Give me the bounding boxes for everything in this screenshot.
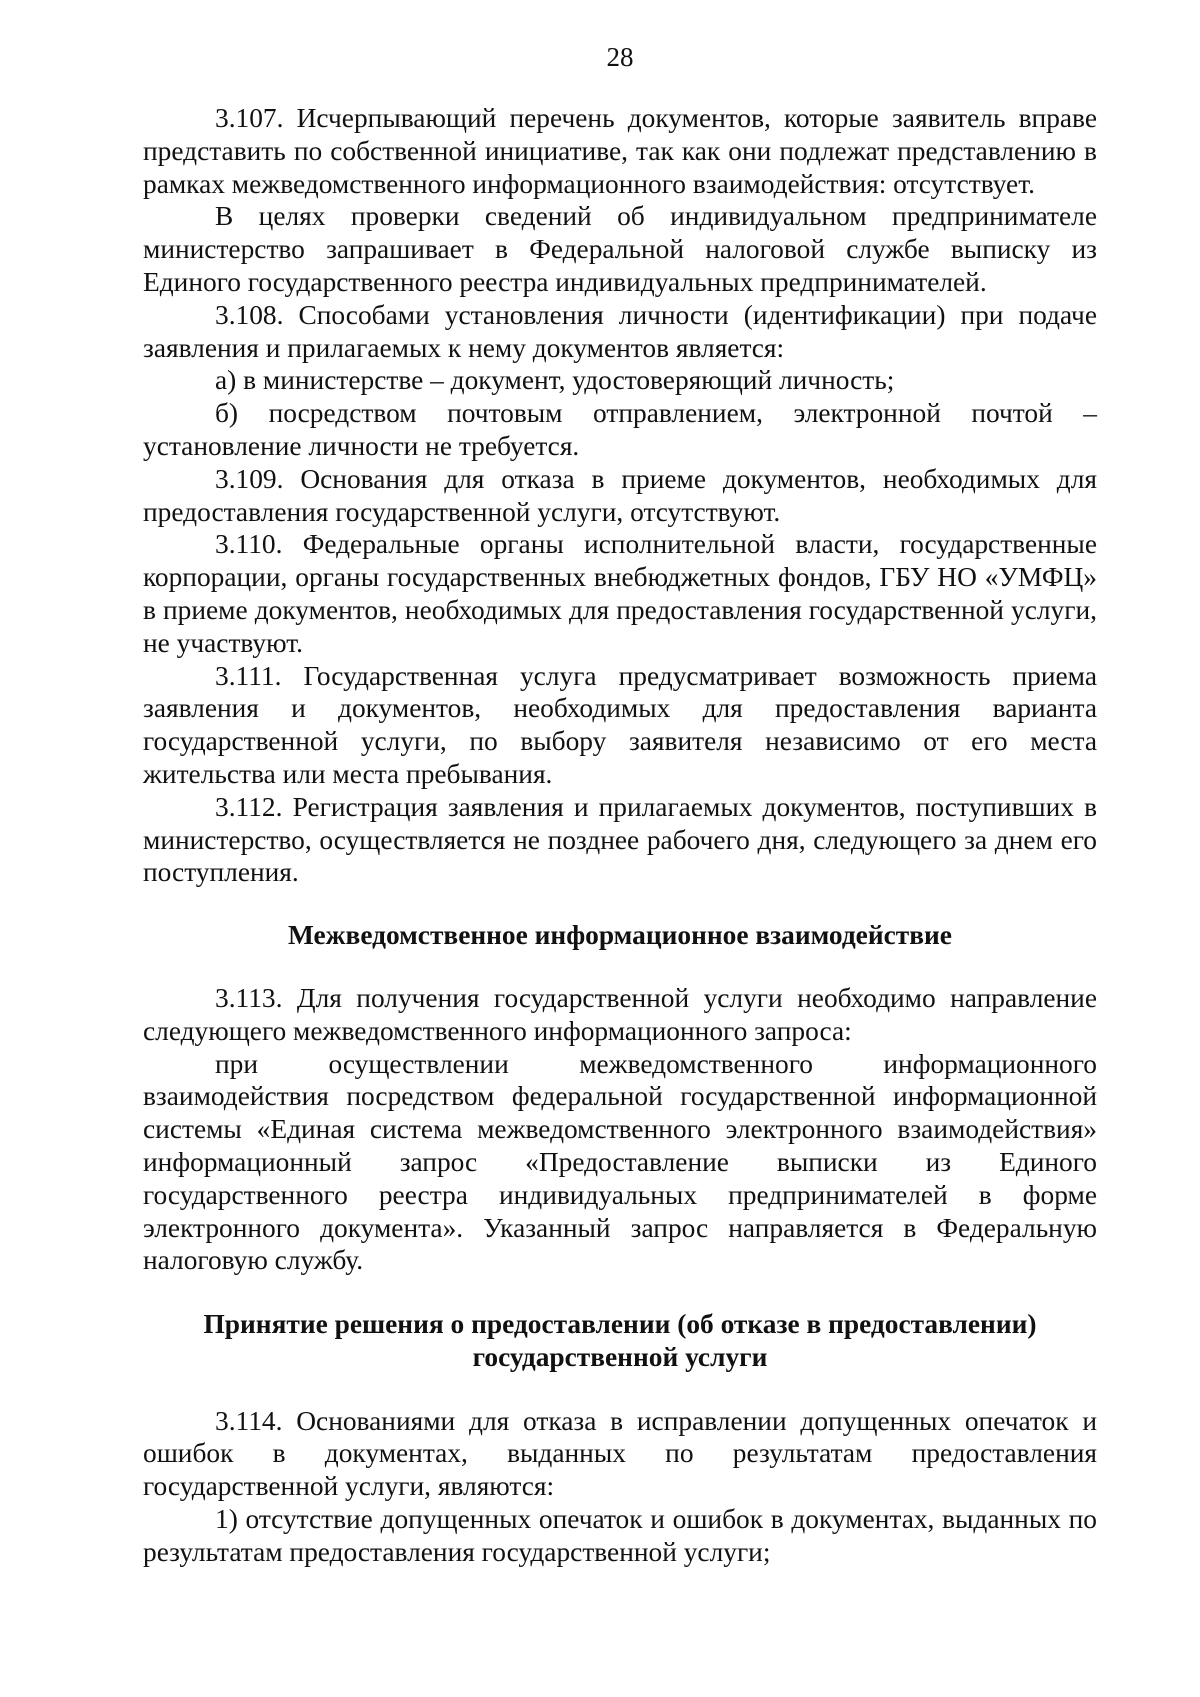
paragraph-3-109: 3.109. Основания для отказа в приеме документов, необходимых для предоставления государственной услуги, отсутствуют. [143,463,1097,527]
paragraph-3-113-request: при осуществлении межведомственного информационного взаимодействия посредством федеральной государственной информационной системы «Единая система межведомственного электронного взаимодействия» информационный запрос «Предоставление выписки из Единого государственного реестра индивидуальных предпринимателей в форме электронного документа». Указанный запрос направляется в Федеральную налоговую службу. [143,1048,1097,1276]
paragraph-3-108-b: б) посредством почтовым отправлением, электронной почтой – установление личности не требуется. [143,398,1097,461]
paragraph-ip-check: В целях проверки сведений об индивидуальном предпринимателе министерство запрашивает в Федеральной налоговой службе выписку из Единого государственного реестра индивидуальных предпринимателей. [143,201,1097,297]
page-number: 28 [606,42,634,72]
section-heading-interagency: Межведомственное информационное взаимодействие [288,920,952,951]
paragraph-3-108: 3.108. Способами установления личности (идентификации) при подаче заявления и прилагаемых к нему документов является: [143,299,1097,363]
paragraph-3-114-1: 1) отсутствие допущенных опечаток и ошибок в документах, выданных по результатам предоставления государственной услуги; [143,1504,1097,1567]
paragraph-3-110: 3.110. Федеральные органы исполнительной власти, государственные корпорации, органы государственных внебюджетных фондов, ГБУ НО «УМФЦ» в приеме документов, необходимых для предоставления государственной услуги, не участвуют. [143,529,1097,658]
paragraph-3-107: 3.107. Исчерпывающий перечень документов, которые заявитель вправе представить по собственной инициативе, так как они подлежат представлению в рамках межведомственного информационного взаимодействия: отсутствует. [143,103,1097,199]
section-heading-decision-line-2: государственной услуги [472,1341,768,1372]
paragraph-3-111: 3.111. Государственная услуга предусматривает возможность приема заявления и документов, необходимых для предоставления варианта государственной услуги, по выбору заявителя независимо от его места жительства или места пребывания. [143,660,1097,789]
paragraph-3-114: 3.114. Основаниями для отказа в исправлении допущенных опечаток и ошибок в документах, выданных по результатам предоставления государственной услуги, являются: [143,1405,1097,1502]
paragraph-3-112: 3.112. Регистрация заявления и прилагаемых документов, поступивших в министерство, осуществляется не позднее рабочего дня, следующего за днем его поступления. [143,791,1097,888]
paragraph-3-113: 3.113. Для получения государственной услуги необходимо направление следующего межведомственного информационного запроса: [143,982,1097,1046]
section-heading-decision-line-1: Принятие решения о предоставлении (об отказе в предоставлении) [203,1309,1037,1340]
paragraph-3-108-a: а) в министерстве – документ, удостоверяющий личность; [215,365,895,396]
document-body [143,102,1097,1569]
section-heading-decision [143,1308,1097,1374]
